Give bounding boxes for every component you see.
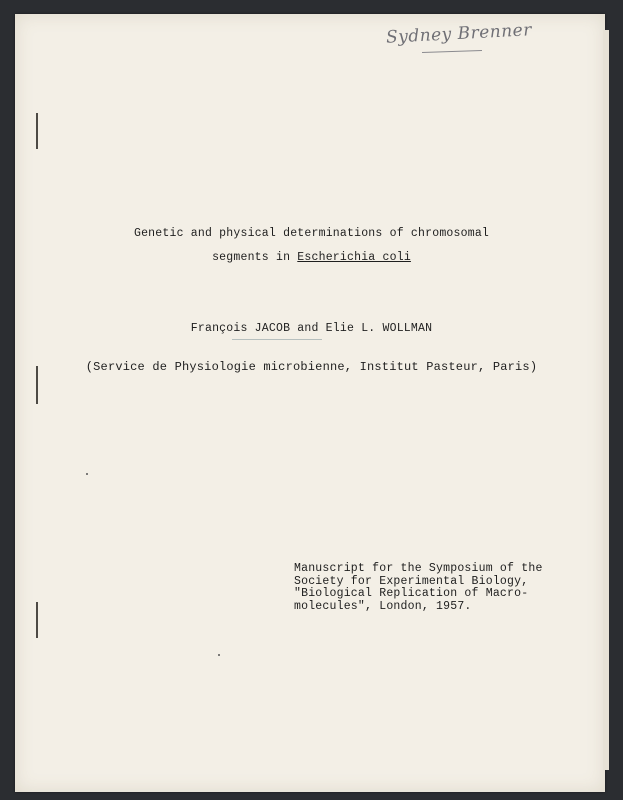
paper-speck	[218, 654, 220, 656]
affiliation: (Service de Physiologie microbienne, Institut Pasteur, Paris)	[85, 360, 538, 374]
handwritten-signature: Sydney Brenner	[385, 20, 533, 48]
manuscript-note	[294, 563, 543, 613]
paper-sheet	[15, 14, 605, 792]
note-line-1: Manuscript for the Symposium of the	[294, 562, 543, 575]
paper-edge	[603, 30, 609, 770]
authors: François JACOB and Elie L. WOLLMAN	[190, 322, 433, 335]
organism-name: Escherichia coli	[297, 251, 411, 264]
note-line-2: Society for Experimental Biology,	[294, 574, 529, 588]
title-line-2-prefix: segments in	[212, 251, 298, 264]
title-line-2	[0, 251, 623, 264]
paper-speck	[86, 473, 88, 475]
staple-middle	[36, 366, 38, 404]
note-line-3: "Biological Replication of Macro-	[294, 587, 529, 600]
staple-top	[36, 113, 38, 149]
note-line-4: molecules", London, 1957.	[294, 599, 472, 613]
title-line-1: Genetic and physical determinations of chromosomal	[133, 227, 490, 240]
staple-bottom	[36, 602, 38, 638]
pencil-mark	[232, 339, 322, 340]
